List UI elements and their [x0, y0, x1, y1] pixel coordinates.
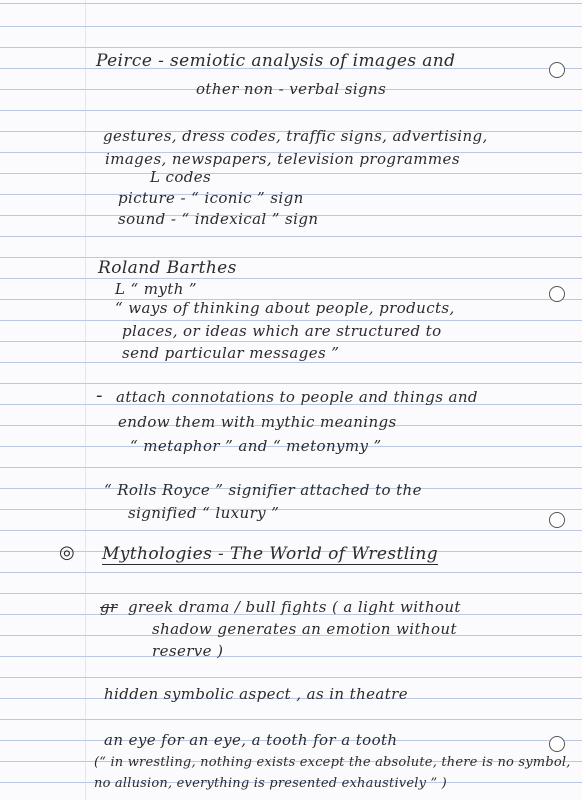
- struck-word: gr: [100, 598, 118, 616]
- punch-hole: [549, 512, 565, 528]
- note-line: L “ myth ”: [115, 280, 197, 298]
- note-line: an eye for an eye, a tooth for a tooth: [104, 731, 398, 749]
- note-line: Peirce - semiotic analysis of images and: [96, 51, 456, 71]
- note-line: “ metaphor ” and “ metonymy ”: [130, 437, 382, 455]
- note-line: shadow generates an emotion without: [152, 620, 457, 638]
- punch-hole: [549, 62, 565, 78]
- note-line: send particular messages ”: [122, 344, 340, 362]
- note-line: “ Rolls Royce ” signifier attached to the: [104, 481, 422, 499]
- quote-line: (“ in wrestling, nothing exists except the absolute, there is no symbol,: [94, 755, 571, 770]
- note-line: endow them with mythic meanings: [118, 413, 397, 431]
- bullet-dash: -: [96, 385, 103, 406]
- margin-line: [85, 0, 86, 800]
- note-line: sound - “ indexical ” sign: [118, 210, 319, 228]
- note-line: other non - verbal signs: [196, 80, 387, 98]
- note-line: signified “ luxury ”: [128, 504, 280, 522]
- note-line: L codes: [150, 168, 212, 186]
- note-line: places, or ideas which are structured to: [122, 322, 442, 340]
- quote-line: no allusion, everything is presented exhaustively ” ): [94, 776, 447, 791]
- note-line: reserve ): [152, 642, 224, 660]
- section-heading: Mythologies - The World of Wrestling: [102, 544, 438, 564]
- note-line: greek drama / bull fights ( a light without: [128, 598, 461, 616]
- note-line: images, newspapers, television programmes: [105, 150, 460, 168]
- note-line: attach connotations to people and things and: [116, 388, 478, 406]
- note-line: picture - “ iconic ” sign: [118, 189, 304, 207]
- punch-hole: [549, 286, 565, 302]
- note-heading: Roland Barthes: [98, 258, 237, 278]
- note-line: gestures, dress codes, traffic signs, advertising,: [103, 127, 488, 145]
- note-line: hidden symbolic aspect , as in theatre: [104, 685, 409, 703]
- note-line: “ ways of thinking about people, products,: [115, 299, 455, 317]
- circle-bullet-icon: ◎: [59, 542, 75, 563]
- punch-hole: [549, 736, 565, 752]
